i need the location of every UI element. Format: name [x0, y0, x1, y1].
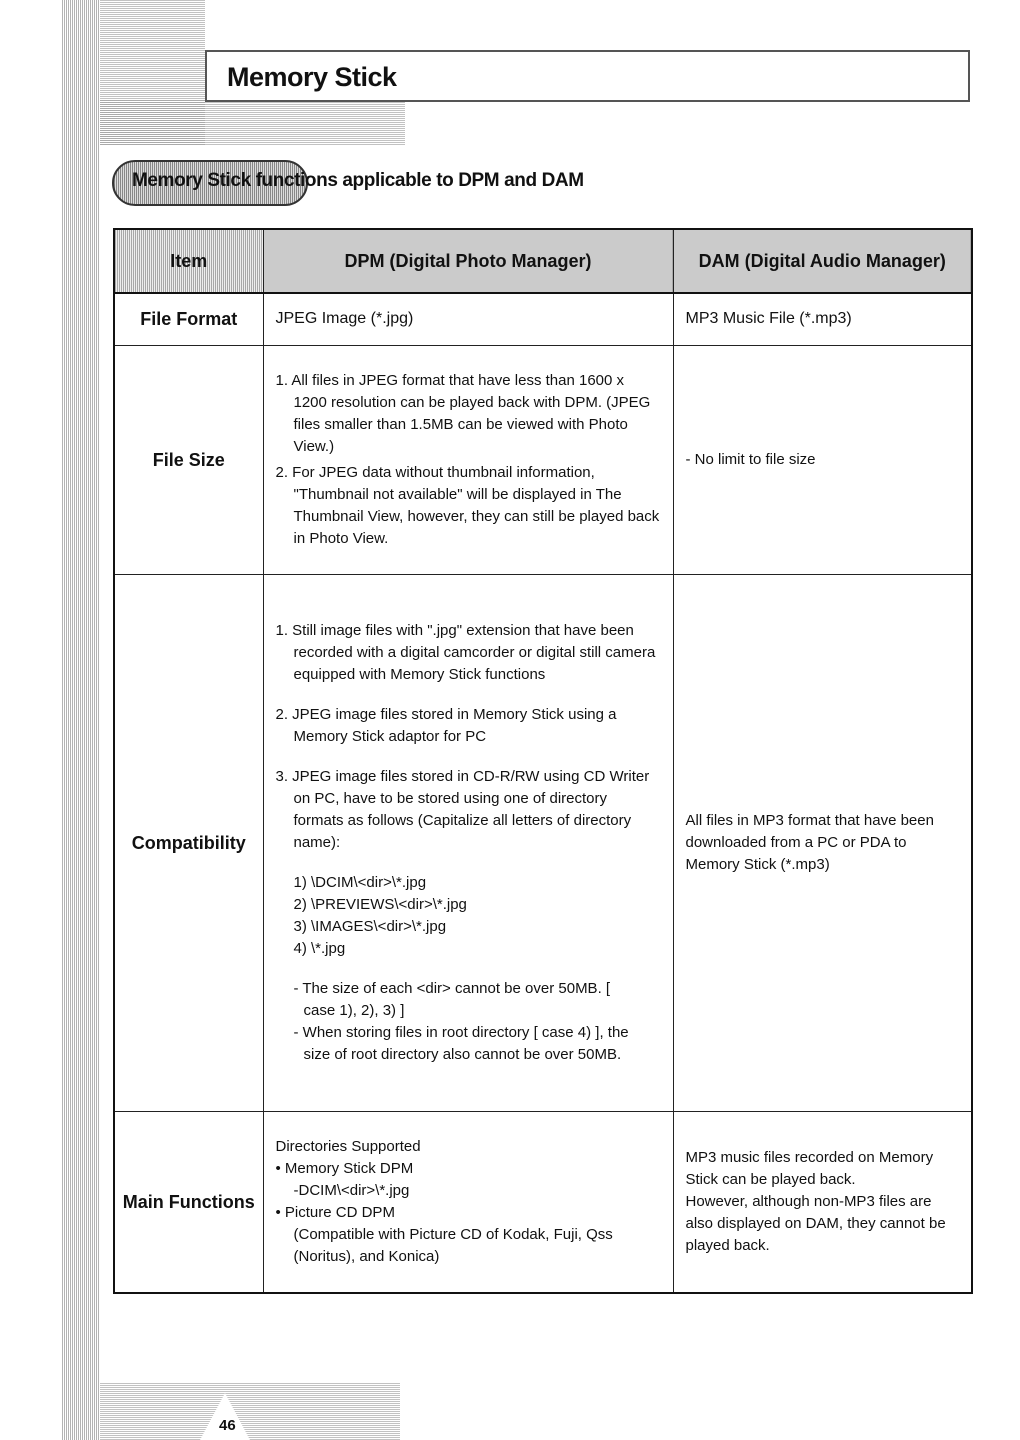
- row-label: Compatibility: [114, 574, 263, 1111]
- dam-cell: All files in MP3 format that have been downloaded from a PC or PDA to Memory Stick (*.mp3): [673, 574, 972, 1111]
- list-item: 3. JPEG image files stored in CD-R/RW using CD Writer on PC, have to be stored using one of directory formats as follows (Capitalize all letters of directory name):: [275, 767, 650, 851]
- dam-cell: - No limit to file size: [673, 345, 972, 574]
- line: However, although non-MP3 files are also displayed on DAM, they cannot be played back.: [685, 1192, 946, 1254]
- line: • Picture CD DPM: [275, 1203, 395, 1221]
- page-number: 46: [219, 1417, 236, 1434]
- page-title: Memory Stick: [227, 62, 397, 92]
- table-row: [114, 1111, 972, 1293]
- line: Directories Supported: [275, 1137, 421, 1155]
- row-label: Main Functions: [114, 1111, 263, 1293]
- line: • Memory Stick DPM: [275, 1159, 414, 1177]
- decor-bottom-band: [100, 1382, 400, 1440]
- section-title: Memory Stick functions applicable to DPM and DAM: [132, 170, 584, 191]
- dam-cell: [673, 1111, 972, 1293]
- page-title-box: [205, 50, 970, 102]
- line: MP3 music files recorded on Memory Stick can be played back.: [685, 1148, 934, 1188]
- table-row: [114, 293, 972, 345]
- list-item: 2. JPEG image files stored in Memory Stick using a Memory Stick adaptor for PC: [275, 705, 617, 745]
- list-item: 2. For JPEG data without thumbnail information, "Thumbnail not available" will be displayed in The Thumbnail View, however, they can still be played back in Photo View.: [275, 463, 660, 547]
- row-label: File Size: [114, 345, 263, 574]
- line: (Compatible with Picture CD of Kodak, Fuji, Qss (Noritus), and Konica): [293, 1225, 613, 1265]
- dpm-cell: JPEG Image (*.jpg): [263, 293, 673, 345]
- dam-cell: MP3 Music File (*.mp3): [673, 293, 972, 345]
- dpm-cell: [263, 574, 673, 1111]
- dpm-cell: [263, 345, 673, 574]
- header-dam: DAM (Digital Audio Manager): [673, 229, 972, 293]
- path-item: 4) \*.jpg: [293, 939, 346, 957]
- row-label: File Format: [114, 293, 263, 345]
- list-item: 1. All files in JPEG format that have less than 1600 x 1200 resolution can be played back with DPM. (JPEG files smaller than 1.5MB can be viewed with Photo View.): [275, 371, 651, 455]
- path-item: 3) \IMAGES\<dir>\*.jpg: [293, 917, 447, 935]
- table-header-row: [114, 229, 972, 293]
- table-row: [114, 345, 972, 574]
- header-dpm: DPM (Digital Photo Manager): [263, 229, 673, 293]
- decor-top-block-2: [100, 100, 405, 145]
- path-item: 2) \PREVIEWS\<dir>\*.jpg: [293, 895, 467, 913]
- functions-table: [113, 228, 973, 1294]
- dpm-cell: [263, 1111, 673, 1293]
- path-item: 1) \DCIM\<dir>\*.jpg: [293, 873, 427, 891]
- list-item: 1. Still image files with ".jpg" extension that have been recorded with a digital camcorder or digital still camera equipped with Memory Stick functions: [275, 621, 656, 683]
- note-item: - The size of each <dir> cannot be over 50MB. [ case 1), 2), 3) ]: [293, 979, 611, 1019]
- table-row: [114, 574, 972, 1111]
- header-item: Item: [114, 229, 263, 293]
- note-item: - When storing files in root directory [ case 4) ], the size of root directory also cannot be over 50MB.: [293, 1023, 629, 1063]
- line: -DCIM\<dir>\*.jpg: [293, 1181, 410, 1199]
- decor-left-stripe: [62, 0, 100, 1440]
